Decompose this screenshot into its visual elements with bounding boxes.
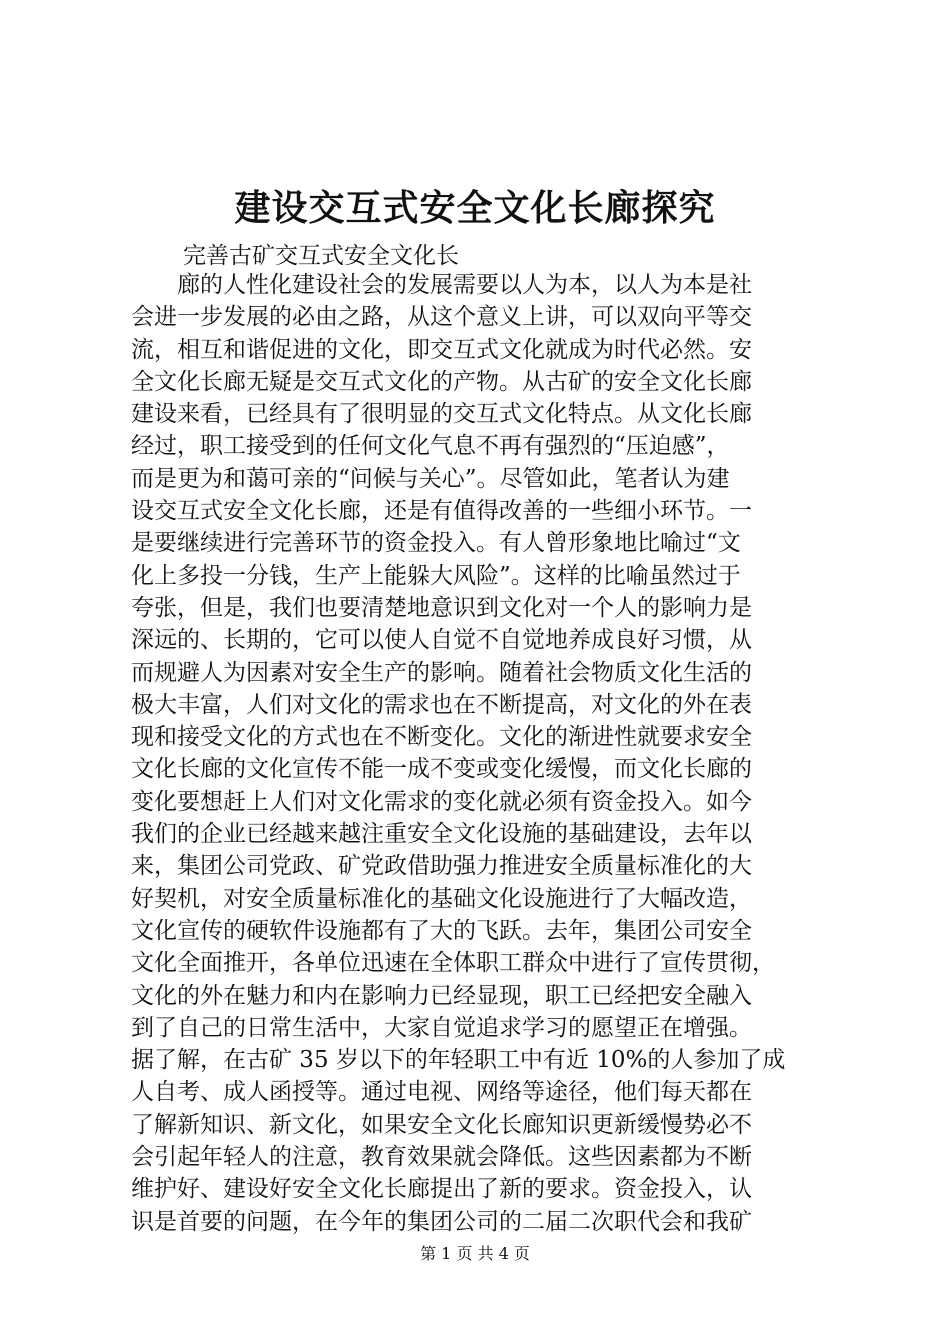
body-line: 文化全面推开，各单位迅速在全体职工群众中进行了宣传贯彻， — [131, 950, 775, 977]
document-body — [131, 269, 839, 1238]
body-line: 设交互式安全文化长廊，还是有值得改善的一些细小环节。一 — [131, 498, 752, 525]
body-line: 而是更为和蔼可亲的“问候与关心”。尽管如此，笔者认为建 — [131, 465, 730, 492]
document-subtitle: 完善古矿交互式安全文化长 — [183, 243, 459, 269]
body-line: 会进一步发展的必由之路，从这个意义上讲，可以双向平等交 — [131, 304, 752, 331]
body-line: 经过，职工接受到的任何文化气息不再有强烈的“压迫感”， — [131, 433, 730, 460]
body-line: 文化宣传的硬软件设施都有了大的飞跃。去年，集团公司安全 — [131, 917, 752, 944]
body-line: 全文化长廊无疑是交互式文化的产物。从古矿的安全文化长廊 — [131, 368, 752, 395]
body-line: 来，集团公司党政、矿党政借助强力推进安全质量标准化的大 — [131, 853, 752, 880]
body-line: 到了自己的日常生活中，大家自觉追求学习的愿望正在增强。 — [131, 1014, 752, 1041]
body-line: 人自考、成人函授等。通过电视、网络等途径，他们每天都在 — [131, 1079, 752, 1106]
body-line: 廊的人性化建设社会的发展需要以人为本，以人为本是社 — [131, 272, 752, 298]
body-line: 夸张，但是，我们也要清楚地意识到文化对一个人的影响力是 — [131, 594, 752, 621]
body-line: 深远的、长期的，它可以使人自觉不自觉地养成良好习惯，从 — [131, 627, 752, 654]
body-line: 维护好、建设好安全文化长廊提出了新的要求。资金投入，认 — [131, 1176, 752, 1203]
body-line: 建设来看，已经具有了很明显的交互式文化特点。从文化长廊 — [131, 401, 752, 428]
body-line: 据了解，在古矿 35 岁以下的年轻职工中有近 10%的人参加了成 — [131, 1047, 786, 1074]
body-line: 变化要想赶上人们对文化需求的变化就必须有资金投入。如今 — [131, 788, 752, 815]
document-title: 建设交互式安全文化长廊探究 — [234, 187, 716, 229]
body-line: 化上多投一分钱，生产上能躲大风险”。这样的比喻虽然过于 — [131, 562, 741, 589]
body-line: 而规避人为因素对安全生产的影响。随着社会物质文化生活的 — [131, 659, 752, 686]
body-line: 文化长廊的文化宣传不能一成不变或变化缓慢，而文化长廊的 — [131, 756, 752, 783]
body-line: 会引起年轻人的注意，教育效果就会降低。这些因素都为不断 — [131, 1144, 752, 1171]
body-line: 了解新知识、新文化，如果安全文化长廊知识更新缓慢势必不 — [131, 1111, 752, 1138]
body-line: 识是首要的问题，在今年的集团公司的二届二次职代会和我矿 — [131, 1208, 752, 1235]
body-line: 现和接受文化的方式也在不断变化。文化的渐进性就要求安全 — [131, 724, 752, 751]
body-line: 极大丰富，人们对文化的需求也在不断提高，对文化的外在表 — [131, 691, 752, 718]
body-line: 流，相互和谐促进的文化，即交互式文化就成为时代必然。安 — [131, 336, 752, 363]
body-line: 是要继续进行完善环节的资金投入。有人曾形象地比喻过“文 — [131, 530, 741, 557]
body-line: 好契机，对安全质量标准化的基础文化设施进行了大幅改造， — [131, 885, 752, 912]
body-line: 我们的企业已经越来越注重安全文化设施的基础建设，去年以 — [131, 821, 752, 848]
body-line: 文化的外在魅力和内在影响力已经显现，职工已经把安全融入 — [131, 982, 752, 1009]
page-number-footer: 第 1 页 共 4 页 — [420, 1244, 530, 1263]
